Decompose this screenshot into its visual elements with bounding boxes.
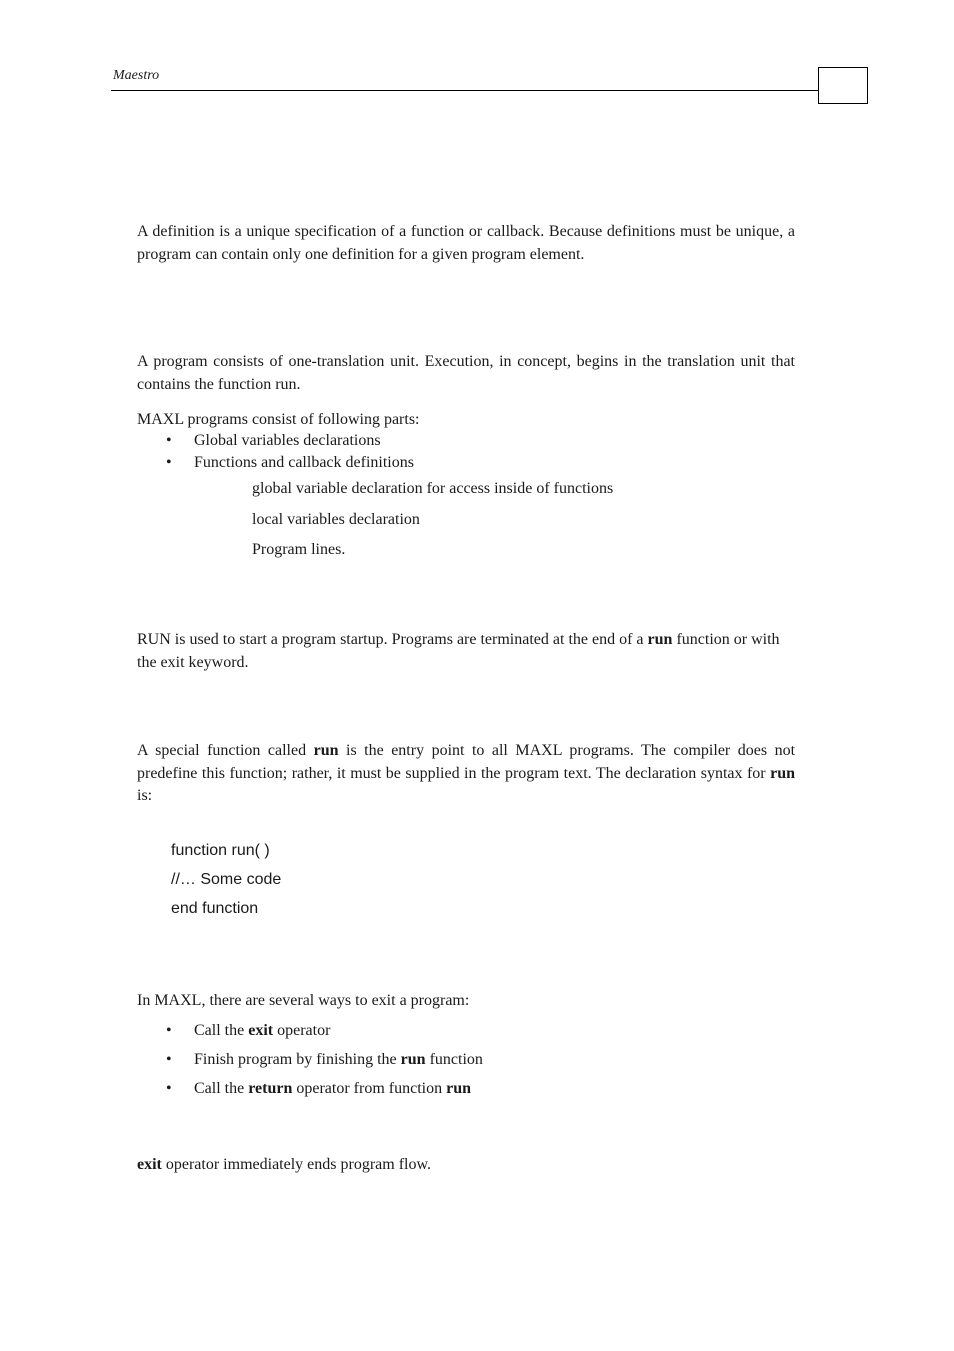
list-item: • Functions and callback definitions xyxy=(137,452,795,474)
code-line: end function xyxy=(171,900,259,917)
run-keyword: run xyxy=(770,764,795,782)
exit-list xyxy=(137,1016,795,1103)
exit-paragraph-text: operator immediately ends program flow. xyxy=(161,1156,431,1173)
special-function-paragraph xyxy=(137,740,795,808)
page-number-box xyxy=(818,67,868,104)
exit-keyword: exit xyxy=(137,1156,162,1173)
special-paragraph-text: is the entry point to all MAXL programs. The compiler does not predefine this function; rather, it must be supplied in the program text. The declaration syntax for xyxy=(137,742,796,782)
code-line: //… Some code xyxy=(171,871,282,888)
run-paragraph-text: RUN is used to start a program startup. Programs are terminated at the end of a xyxy=(137,631,648,648)
function-part-item: Program lines. xyxy=(252,541,346,558)
list-item: • Global variables declarations xyxy=(137,430,795,452)
header-title: Maestro xyxy=(113,68,160,83)
list-item xyxy=(137,1016,795,1045)
list-item-text: Call the xyxy=(194,1022,249,1039)
function-part-item: local variables declaration xyxy=(252,511,420,528)
keyword: run xyxy=(446,1080,471,1097)
list-item-text: operator from function xyxy=(292,1080,447,1097)
header-rule xyxy=(111,90,819,91)
parts-list xyxy=(137,430,795,474)
list-item xyxy=(137,1074,795,1103)
list-item xyxy=(137,1045,795,1074)
run-paragraph xyxy=(137,629,795,674)
definition-paragraph: A definition is a unique specification of a function or callback. Because definitions must be unique, a program can contain only one definition for a given program element. xyxy=(137,223,795,263)
keyword: return xyxy=(248,1080,293,1097)
list-item-text: operator xyxy=(273,1022,331,1039)
run-keyword: run xyxy=(313,742,339,759)
code-line: function run( ) xyxy=(171,842,270,859)
special-paragraph-text: A special function called xyxy=(137,742,314,759)
exit-paragraph xyxy=(137,1154,795,1177)
parts-intro: MAXL programs consist of following parts: xyxy=(137,411,420,428)
run-paragraph-text: function or with the exit keyword. xyxy=(137,631,780,671)
list-item-text: Finish program by finishing the xyxy=(194,1051,401,1068)
exit-intro: In MAXL, there are several ways to exit a program: xyxy=(137,992,470,1009)
keyword: run xyxy=(400,1051,426,1068)
run-keyword: run xyxy=(647,631,673,648)
function-part-item: global variable declaration for access inside of functions xyxy=(252,480,614,497)
special-paragraph-text: is: xyxy=(137,787,153,804)
list-item-text: function xyxy=(425,1051,483,1068)
keyword: exit xyxy=(248,1022,274,1039)
program-paragraph: A program consists of one-translation unit. Execution, in concept, begins in the translation unit that contains the function run. xyxy=(137,353,795,393)
list-item-text: Call the xyxy=(194,1080,249,1097)
